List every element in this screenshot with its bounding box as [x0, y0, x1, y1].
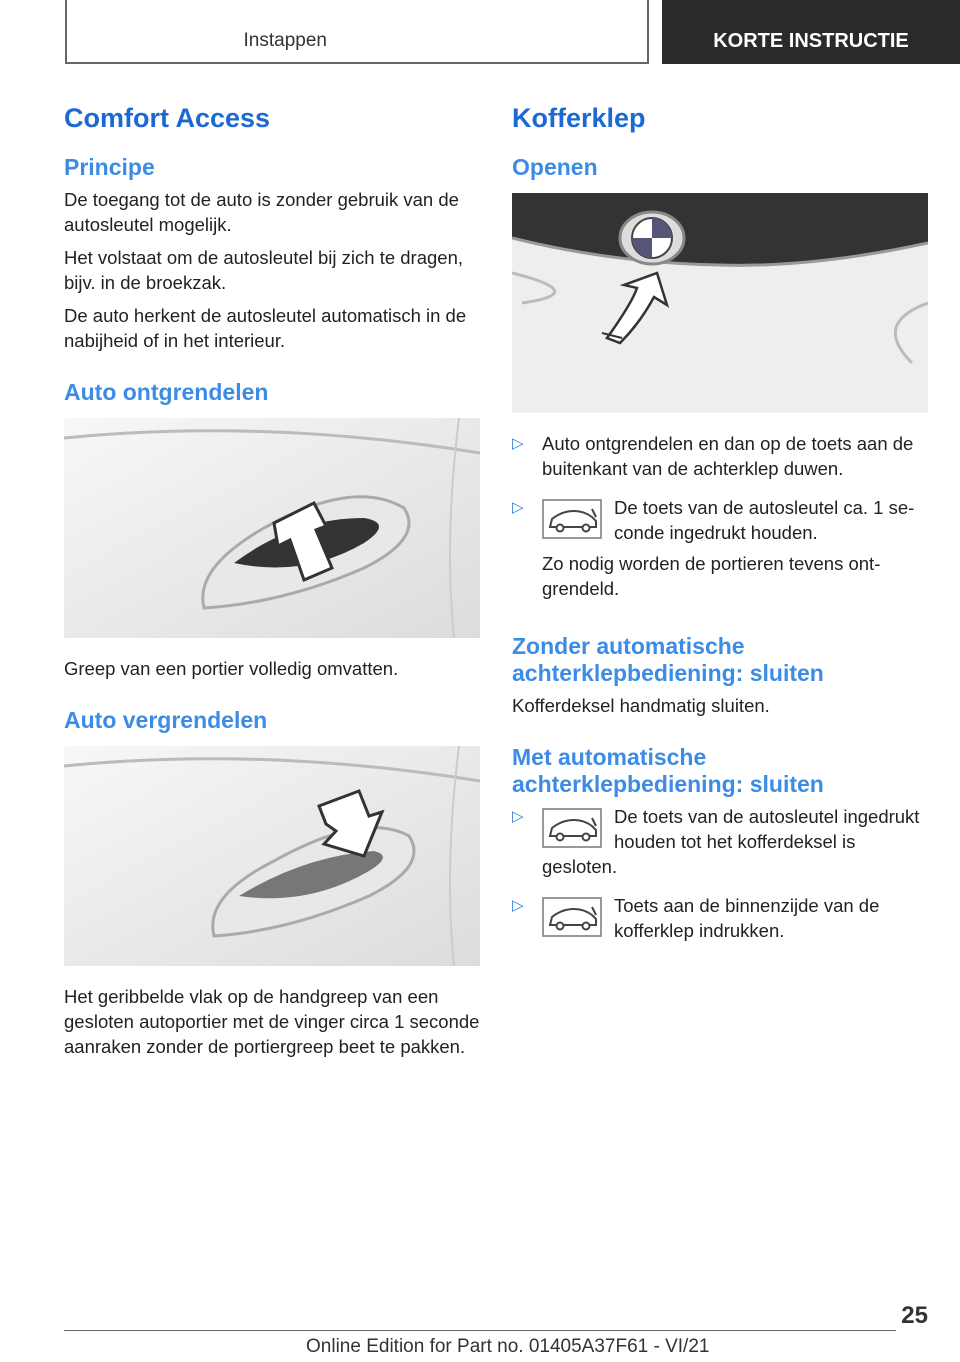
header-chapter-tab[interactable]: KORTE INSTRUCTIE: [662, 0, 960, 64]
open-step-1: Auto ontgrendelen en dan op de toets aan de buitenkant van de achterklep duwen.: [542, 433, 914, 479]
page-number: 25: [901, 1302, 928, 1329]
kofferklep-title: Kofferklep: [512, 103, 646, 133]
tailgate-key-button-icon: [542, 808, 602, 848]
open-step-2-note: Zo nodig worden de portieren tevens ontgrendeld.: [542, 553, 881, 599]
close-auto-step-1: De toets van de autosleutel ingedrukt houden tot het kofferdeksel is gesloten.: [542, 806, 920, 877]
lock-caption: Het geribbelde vlak op de handgreep van een gesloten autoportier met de vinger circa 1 seconde aanraken zonder de portiergreep beet te pakken.: [64, 986, 480, 1057]
principle-heading: Principe: [64, 154, 155, 180]
header-section-title: Instappen: [243, 30, 327, 51]
list-item: [512, 431, 930, 481]
list-item: [512, 804, 930, 879]
list-item: [512, 893, 930, 943]
triangle-bullet-icon: ▷: [512, 435, 524, 452]
footer-divider: [64, 1330, 896, 1331]
open-heading: Openen: [512, 154, 598, 180]
footer-edition: Online Edition for Part no. 01405A37F61 - VI/21: [306, 1336, 710, 1357]
door-handle-lock-image: [64, 746, 480, 966]
right-column: [512, 100, 930, 957]
close-manual-text: Kofferdeksel handmatig sluiten.: [512, 695, 770, 716]
unlock-caption: Greep van een portier volledig omvatten.: [64, 658, 399, 679]
tailgate-button-image: [512, 193, 928, 413]
lock-heading: Auto vergrendelen: [64, 707, 268, 733]
left-column: [64, 100, 482, 1067]
close-manual-heading: Zonder automatische achterklepbediening: sluiten: [512, 633, 824, 686]
comfort-access-title: Comfort Access: [64, 103, 271, 133]
principle-paragraph-1: De toegang tot de auto is zonder gebruik van de autosleutel mogelijk.: [64, 189, 459, 235]
tailgate-key-button-icon: [542, 499, 602, 539]
close-auto-step-2: Toets aan de binnenzijde van de kofferklep indrukken.: [614, 895, 880, 941]
list-item: [512, 495, 930, 601]
header-frame: [65, 0, 649, 64]
triangle-bullet-icon: ▷: [512, 808, 524, 825]
open-step-2: De toets van de autosleutel ca. 1 seconde ingedrukt houden.: [614, 497, 915, 543]
principle-paragraph-3: De auto herkent de autosleutel automatisch in de nabijheid of in het interieur.: [64, 305, 467, 351]
triangle-bullet-icon: ▷: [512, 897, 524, 914]
tailgate-inner-button-icon: [542, 897, 602, 937]
door-handle-unlock-image: [64, 418, 480, 638]
unlock-heading: Auto ontgrendelen: [64, 379, 269, 405]
close-auto-heading: Met automatische achterklepbediening: sluiten: [512, 744, 824, 797]
triangle-bullet-icon: ▷: [512, 499, 524, 516]
principle-paragraph-2: Het volstaat om de autosleutel bij zich te dragen, bijv. in de broekzak.: [64, 247, 464, 293]
